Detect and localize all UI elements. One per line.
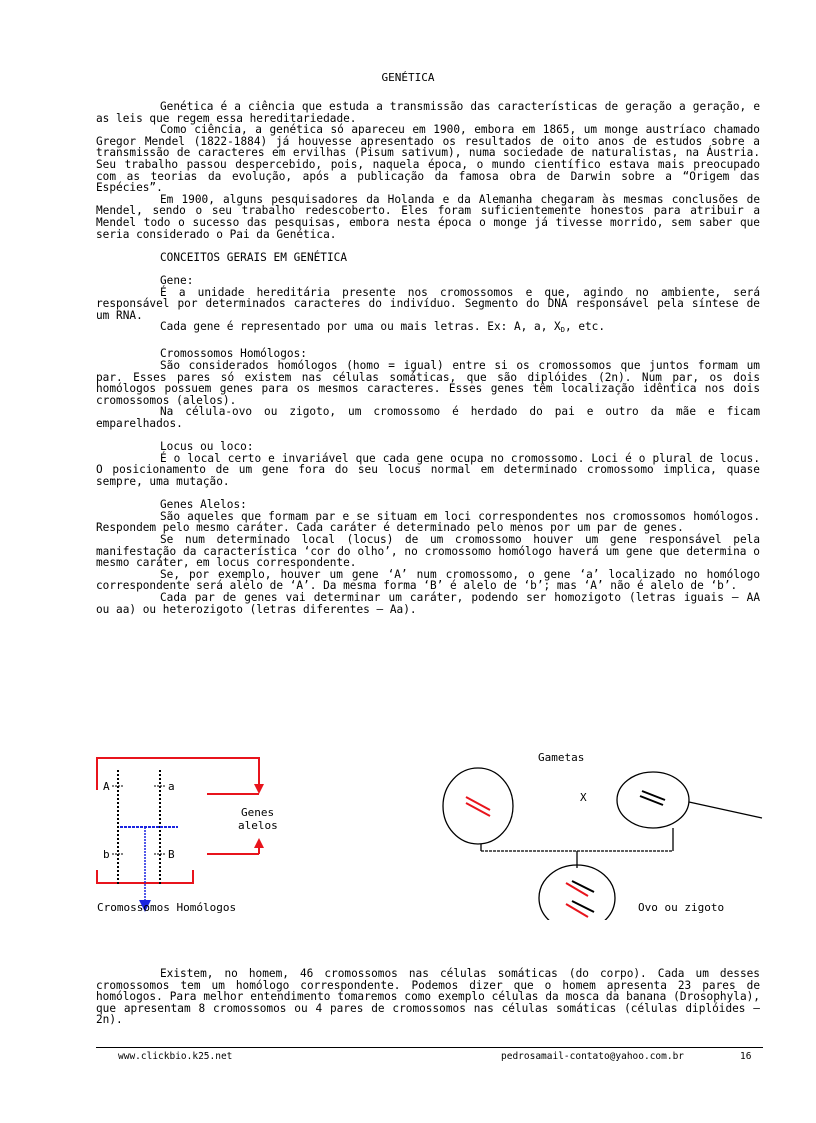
alelos-paragraph-1: São aqueles que formam par e se situam em loci correspondentes nos cromossomos homólogos. Respondem pelo mesmo caráter. Cada caráter é determinado pelo menos por um par de genes.	[96, 509, 760, 535]
footer-email: pedrosamail-contato@yahoo.com.br	[501, 1051, 685, 1062]
gene-paragraph-1: É a unidade hereditária presente nos cromossomos e que, agindo no ambiente, será responsável por determinados caracteres do indivíduo. Segmento do DNA responsável pela síntese de um RNA.	[96, 285, 760, 322]
footer-site: www.clickbio.k25.net	[118, 1051, 233, 1062]
final-text	[96, 968, 760, 1026]
gene-paragraph-2	[96, 321, 760, 337]
gamete-right-cell	[617, 772, 689, 828]
zygote-chromosome-red-1	[566, 883, 588, 896]
main-text	[96, 101, 760, 615]
alelos-paragraph-3: Se, por exemplo, houver um gene ‘A’ num cromossomo, o gene ‘a’ localizado no homólogo correspondente será alelo de ‘A’. Da mesma forma ‘B’ é alelo de ‘b’; mas ‘A’ não é alelo de ‘b’.	[96, 567, 760, 593]
label-gametas: Gametas	[538, 751, 585, 764]
gene-example-prefix: Cada gene é representado por uma ou mais letras. Ex: A, a, X	[160, 320, 561, 334]
footer-page-number: 16	[740, 1051, 752, 1062]
page-title: GENÉTICA	[381, 71, 435, 84]
gamete-left-cell	[443, 768, 513, 844]
locus-heading: Locus ou loco:	[160, 440, 254, 454]
homologos-paragraph-2: Na célula-ovo ou zigoto, um cromossomo é herdado do pai e outro da mãe e ficam emparelhados.	[96, 405, 760, 431]
gene-heading: Gene:	[160, 273, 194, 287]
label-cromossomos-homologos: Cromossomos Homólogos	[97, 901, 237, 914]
gamete-left-chromosome-2	[466, 803, 490, 816]
label-B: B	[168, 848, 175, 861]
section-title: CONCEITOS GERAIS EM GENÉTICA	[160, 250, 348, 264]
gene-example-suffix: , etc.	[564, 320, 606, 334]
gene-example-subscript: D	[560, 326, 565, 335]
alelos-paragraph-4: Cada par de genes vai determinar um caráter, podendo ser homozigoto (letras iguais – AA ou aa) ou heterozigoto (letras diferentes – Aa).	[96, 590, 760, 616]
label-b: b	[103, 848, 110, 861]
zygote-chromosome-red-2	[566, 904, 588, 917]
red-arrowhead-up	[254, 838, 264, 848]
gamete-left-chromosome-1	[466, 797, 490, 810]
red-bracket-top	[97, 758, 259, 790]
red-arrowhead-down	[254, 784, 264, 794]
label-cross-x: X	[580, 791, 587, 804]
intro-paragraph-2: Como ciência, a genética só apareceu em 1900, embora em 1865, um monge austríaco chamado Gregor Mendel (1822-1884) já houvesse apresentado os resultados de oito anos de estudos sobre a transmissão de caracteres em ervilhas (Pisum sativum), numa sociedade de naturalistas, na Áustria. Seu trabalho passou despercebido, pois, naquela época, o mundo científico estava mais preocupado com as teorias da evolução, após a publicação da famosa obra de Darwin sobre a “Origem das Espécies”.	[96, 123, 760, 195]
footer-divider	[96, 1047, 763, 1048]
label-A: A	[103, 780, 110, 793]
intro-paragraph-3: Em 1900, alguns pesquisadores da Holanda e da Alemanha chegaram às mesmas conclusões de Mendel, sendo o seu trabalho redescoberto. Eles foram suficientemente honestos para atribuir a Mendel todo o sucesso das pesquisas, embora nesta época o monge já tivesse morrido, sem saber que seria considerado o Pai da Genética.	[96, 192, 760, 241]
sperm-tail	[689, 802, 762, 818]
label-genes: Genes	[241, 806, 275, 819]
label-alelos: alelos	[238, 819, 278, 832]
locus-paragraph-1: É o local certo e invariável que cada gene ocupa no cromossomo. Loci é o plural de locus. O posicionamento de um gene fora do seu locus normal em determinado cromossomo implica, quase sempre, uma mutação.	[96, 451, 760, 488]
zygote-cell	[539, 865, 615, 920]
zygote-chromosome-black-1	[572, 881, 594, 892]
homologos-paragraph-1: São considerados homólogos (homo = igual) entre si os cromossomos que juntos formam um par. Esses pares só existem nas células somáticas, que são diplóides (2n). Num par, os dois homólogos possuem genes para os mesmos caracteres. Esses genes têm localização idêntica nos dois cromossomos (alelos).	[96, 359, 760, 407]
final-paragraph: Existem, no homem, 46 cromossomos nas células somáticas (do corpo). Cada um desses cromossomos tem um homólogo correspondente. Podemos dizer que o homem apresenta 23 pares de homólogos. Para melhor entendimento tomaremos como exemplo células da mosca da banana (Drosophyla), que apresentam 8 cromossomos ou 4 pares de cromossomos nas células somáticas (células diplóides – 2n).	[96, 967, 760, 1027]
label-ovo-zigoto: Ovo ou zigoto	[638, 901, 725, 914]
intro-paragraph-1: Genética é a ciência que estuda a transmissão das características de geração a geração, e as leis que regem essa hereditariedade.	[96, 100, 760, 125]
homologos-heading: Cromossomos Homólogos:	[160, 347, 307, 361]
label-a: a	[168, 780, 175, 793]
alelos-paragraph-2: Se num determinado local (locus) de um cromossomo houver um gene responsável pela manifestação da característica ‘cor do olho’, no cromossomo homólogo haverá um gene que determina o mesmo caráter, em locus correspondente.	[96, 532, 760, 570]
alelos-heading: Genes Alelos:	[160, 498, 247, 512]
chromosome-diagram	[0, 750, 816, 920]
